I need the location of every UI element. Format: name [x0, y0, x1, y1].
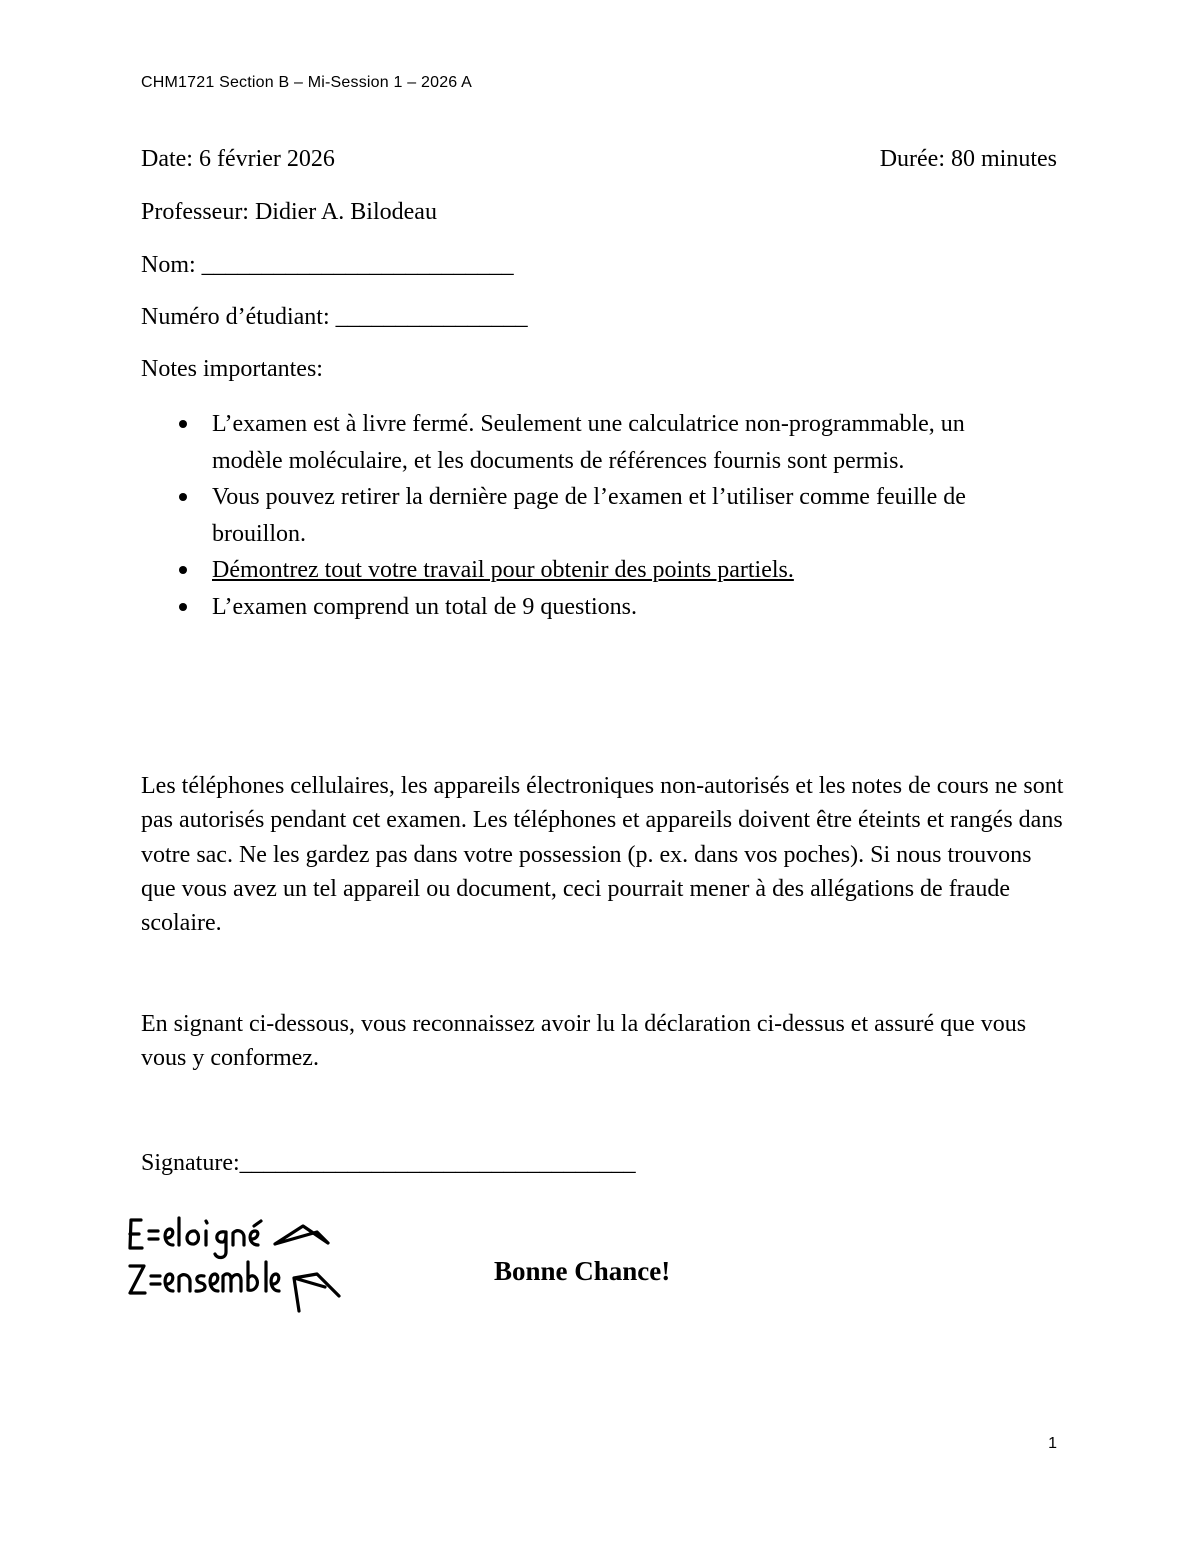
notes-title: Notes importantes: — [141, 356, 323, 382]
professor-line: Professeur: Didier A. Bilodeau — [141, 199, 437, 225]
list-item — [141, 552, 1071, 589]
page-number: 1 — [1048, 1435, 1057, 1452]
student-number-field: Numéro d’étudiant: ________________ — [141, 304, 528, 330]
note-text: L’examen comprend un total de 9 questions. — [212, 593, 638, 620]
signature-field: Signature:_________________________________ — [141, 1150, 636, 1176]
bullet-icon — [179, 493, 187, 501]
bullet-icon — [179, 603, 187, 611]
good-luck-text: Bonne Chance! — [494, 1256, 671, 1286]
acknowledgement-paragraph: En signant ci-dessous, vous reconnaissez avoir lu la déclaration ci-dessus et assuré que vous vous y conformez. — [141, 1011, 1027, 1072]
notes-list — [141, 406, 1071, 625]
note-text: Vous pouvez retirer la dernière page de l’examen et l’utiliser comme feuille de brouillon. — [212, 484, 966, 547]
bullet-icon — [179, 420, 187, 428]
course-header: CHM1721 Section B – Mi-Session 1 – 2026 A — [141, 74, 473, 91]
bullet-icon — [179, 566, 187, 574]
list-item — [141, 479, 1071, 552]
note-text: Démontrez tout votre travail pour obtenir des points partiels. — [212, 557, 794, 583]
exam-date: Date: 6 février 2026 — [141, 146, 335, 172]
exam-duration: Durée: 80 minutes — [879, 146, 1057, 172]
list-item — [141, 589, 1071, 626]
name-field: Nom: __________________________ — [141, 252, 514, 278]
note-text: L’examen est à livre fermé. Seulement une calculatrice non-programmable, un modèle moléculaire, et les documents de références fournis sont permis. — [212, 411, 965, 474]
handwritten-note — [125, 1212, 355, 1322]
list-item — [141, 406, 1071, 479]
declaration-paragraph: Les téléphones cellulaires, les appareils électroniques non-autorisés et les notes de cours ne sont pas autorisés pendant cet examen. Les téléphones et appareils doivent être éteints et rangés dans votre sac. Ne les gardez pas dans votre possession (p. ex. dans vos poches). Si nous trouvons que vous avez un tel appareil ou document, ceci pourrait mener à des allégations de fraude scolaire. — [141, 773, 1064, 937]
